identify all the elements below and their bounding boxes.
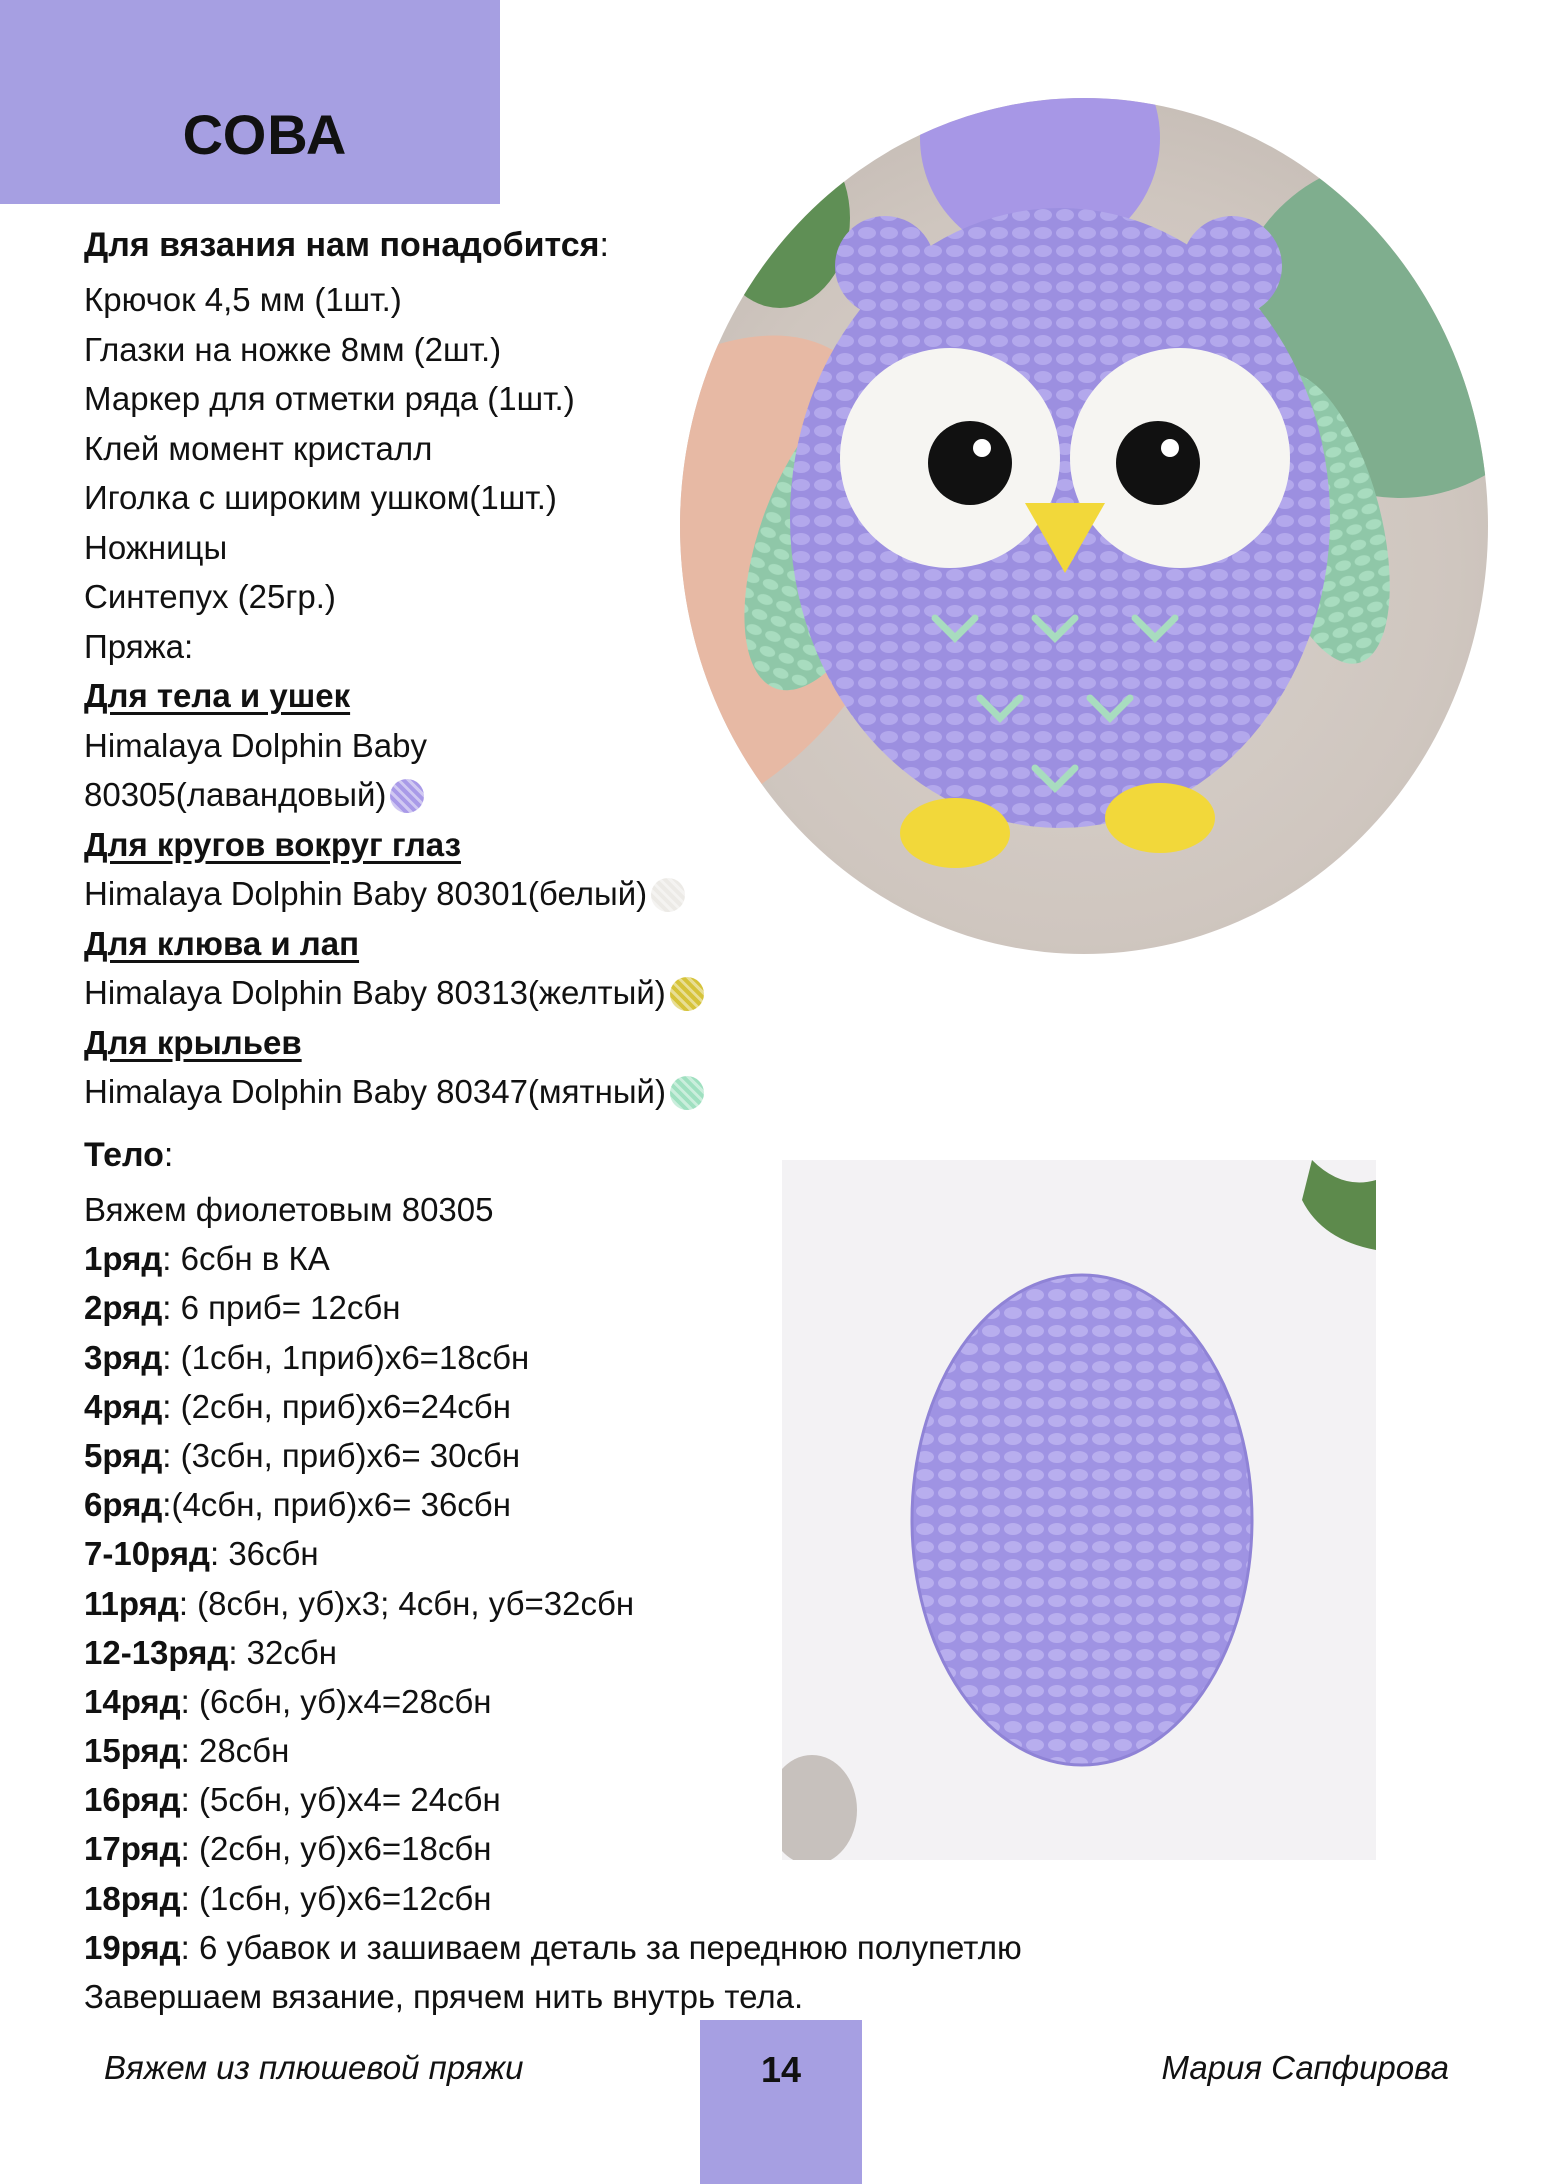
material-item: Синтепух (25гр.) bbox=[84, 578, 336, 615]
row-item bbox=[84, 1874, 1022, 1923]
crocheted-body-part bbox=[912, 1275, 1252, 1765]
body-illustration bbox=[782, 1160, 1376, 1860]
row-label: 17ряд bbox=[84, 1830, 181, 1868]
yarn-line-with-swatch bbox=[84, 1067, 704, 1117]
body-photo bbox=[782, 1160, 1376, 1860]
yarn-line-with-swatch bbox=[84, 770, 704, 820]
yarn-heading-beak: Для клюва и лап bbox=[84, 924, 360, 962]
yarn-heading-body: Для тела и ушек bbox=[84, 677, 351, 714]
material-item: Иголка с широким ушком(1шт.) bbox=[84, 479, 557, 516]
mint-yarn-swatch-icon bbox=[670, 1076, 704, 1110]
row-text: : (2сбн, приб)х6=24сбн bbox=[162, 1387, 511, 1425]
material-item: Крючок 4,5 мм (1шт.) bbox=[84, 281, 402, 318]
white-yarn-swatch-icon bbox=[651, 878, 685, 912]
page-number-box bbox=[700, 2020, 862, 2184]
yarn-line-text: Himalaya Dolphin Baby 80313(желтый) bbox=[84, 974, 666, 1011]
row-label: 15ряд bbox=[84, 1732, 181, 1770]
yarn-line-text: Himalaya Dolphin Baby 80347(мятный) bbox=[84, 1073, 666, 1110]
row-text: : 28сбн bbox=[180, 1732, 290, 1770]
row-item bbox=[84, 1923, 1022, 1972]
row-label: 3ряд bbox=[84, 1338, 163, 1376]
material-item: Маркер для отметки ряда (1шт.) bbox=[84, 380, 575, 417]
row-label: 11ряд bbox=[84, 1584, 179, 1622]
left-eye bbox=[928, 421, 1012, 505]
plant-leaf bbox=[1302, 1160, 1376, 1250]
row-label: 4ряд bbox=[84, 1387, 163, 1425]
closing-line: Завершаем вязание, прячем нить внутрь тела. bbox=[84, 1978, 804, 2015]
material-item: Клей момент кристалл bbox=[84, 429, 433, 467]
row-label: 6ряд bbox=[84, 1486, 163, 1524]
left-foot bbox=[900, 798, 1010, 868]
row-label: 2ряд bbox=[84, 1289, 163, 1327]
material-item: Глазки на ножке 8мм (2шт.) bbox=[84, 330, 502, 368]
row-text: :(4сбн, приб)х6= 36сбн bbox=[162, 1486, 511, 1524]
materials-heading-colon: : bbox=[599, 226, 609, 264]
yarn-line-with-swatch bbox=[84, 869, 704, 919]
row-text: : (2сбн, уб)х6=18сбн bbox=[180, 1830, 492, 1868]
right-eye-glint bbox=[1161, 439, 1179, 457]
plant-leaf bbox=[710, 128, 850, 308]
material-item: Ножницы bbox=[84, 528, 228, 566]
row-label: 7-10ряд bbox=[84, 1535, 210, 1573]
row-label: 18ряд bbox=[84, 1879, 181, 1917]
body-heading-colon: : bbox=[163, 1136, 174, 1174]
owl-illustration bbox=[680, 98, 1488, 954]
row-label: 16ряд bbox=[84, 1781, 181, 1819]
yarn-line-text: Himalaya Dolphin Baby 80301(белый) bbox=[84, 875, 648, 912]
row-text: : 36сбн bbox=[209, 1535, 319, 1573]
row-label: 19ряд bbox=[84, 1928, 181, 1966]
body-intro: Вяжем фиолетовым 80305 bbox=[84, 1191, 494, 1228]
left-eye-glint bbox=[973, 439, 991, 457]
materials-heading bbox=[84, 226, 609, 265]
footer-book-title: Вяжем из плюшевой пряжи bbox=[104, 2049, 524, 2086]
row-text: : (8сбн, уб)х3; 4сбн, уб=32сбн bbox=[178, 1584, 635, 1622]
row-text: : (1сбн, 1приб)х6=18сбн bbox=[162, 1338, 530, 1376]
yarn-heading-wings: Для крыльев bbox=[84, 1023, 302, 1061]
bowl-edge bbox=[782, 1755, 857, 1860]
row-label: 1ряд bbox=[84, 1240, 163, 1278]
page-number: 14 bbox=[760, 2049, 802, 2090]
yarn-line: Himalaya Dolphin Baby bbox=[84, 726, 428, 764]
page-title: СОВА bbox=[182, 103, 348, 166]
yarn-line-text: 80305(лавандовый) bbox=[84, 776, 387, 813]
row-text: : (1сбн, уб)х6=12сбн bbox=[180, 1879, 492, 1917]
right-eye bbox=[1116, 421, 1200, 505]
materials-heading-text: Для вязания нам понадобится bbox=[84, 226, 600, 264]
body-heading bbox=[84, 1136, 173, 1175]
yellow-yarn-swatch-icon bbox=[670, 977, 704, 1011]
row-text: : (5сбн, уб)х4= 24сбн bbox=[180, 1781, 501, 1819]
row-text: : 6сбн в КА bbox=[162, 1240, 330, 1278]
yarn-line-with-swatch bbox=[84, 968, 704, 1018]
materials-list bbox=[84, 275, 704, 1117]
right-foot bbox=[1105, 783, 1215, 853]
body-heading-text: Тело bbox=[84, 1136, 164, 1174]
material-item: Пряжа: bbox=[84, 627, 194, 665]
footer-author: Мария Сапфирова bbox=[1161, 2049, 1449, 2086]
row-text: : (6сбн, уб)х4=28сбн bbox=[180, 1682, 492, 1720]
row-text: : (3сбн, приб)х6= 30сбн bbox=[162, 1436, 521, 1474]
owl-photo bbox=[680, 98, 1488, 954]
row-text: : 32сбн bbox=[228, 1633, 337, 1671]
lavender-yarn-swatch-icon bbox=[390, 779, 424, 813]
row-label: 14ряд bbox=[84, 1682, 181, 1720]
yarn-heading-eyes: Для кругов вокруг глаз bbox=[84, 825, 461, 863]
row-text: : 6 приб= 12сбн bbox=[162, 1289, 401, 1327]
row-label: 12-13ряд bbox=[84, 1633, 229, 1671]
row-text: : 6 убавок и зашиваем деталь за переднюю полупетлю bbox=[180, 1928, 1022, 1966]
row-label: 5ряд bbox=[84, 1436, 163, 1474]
